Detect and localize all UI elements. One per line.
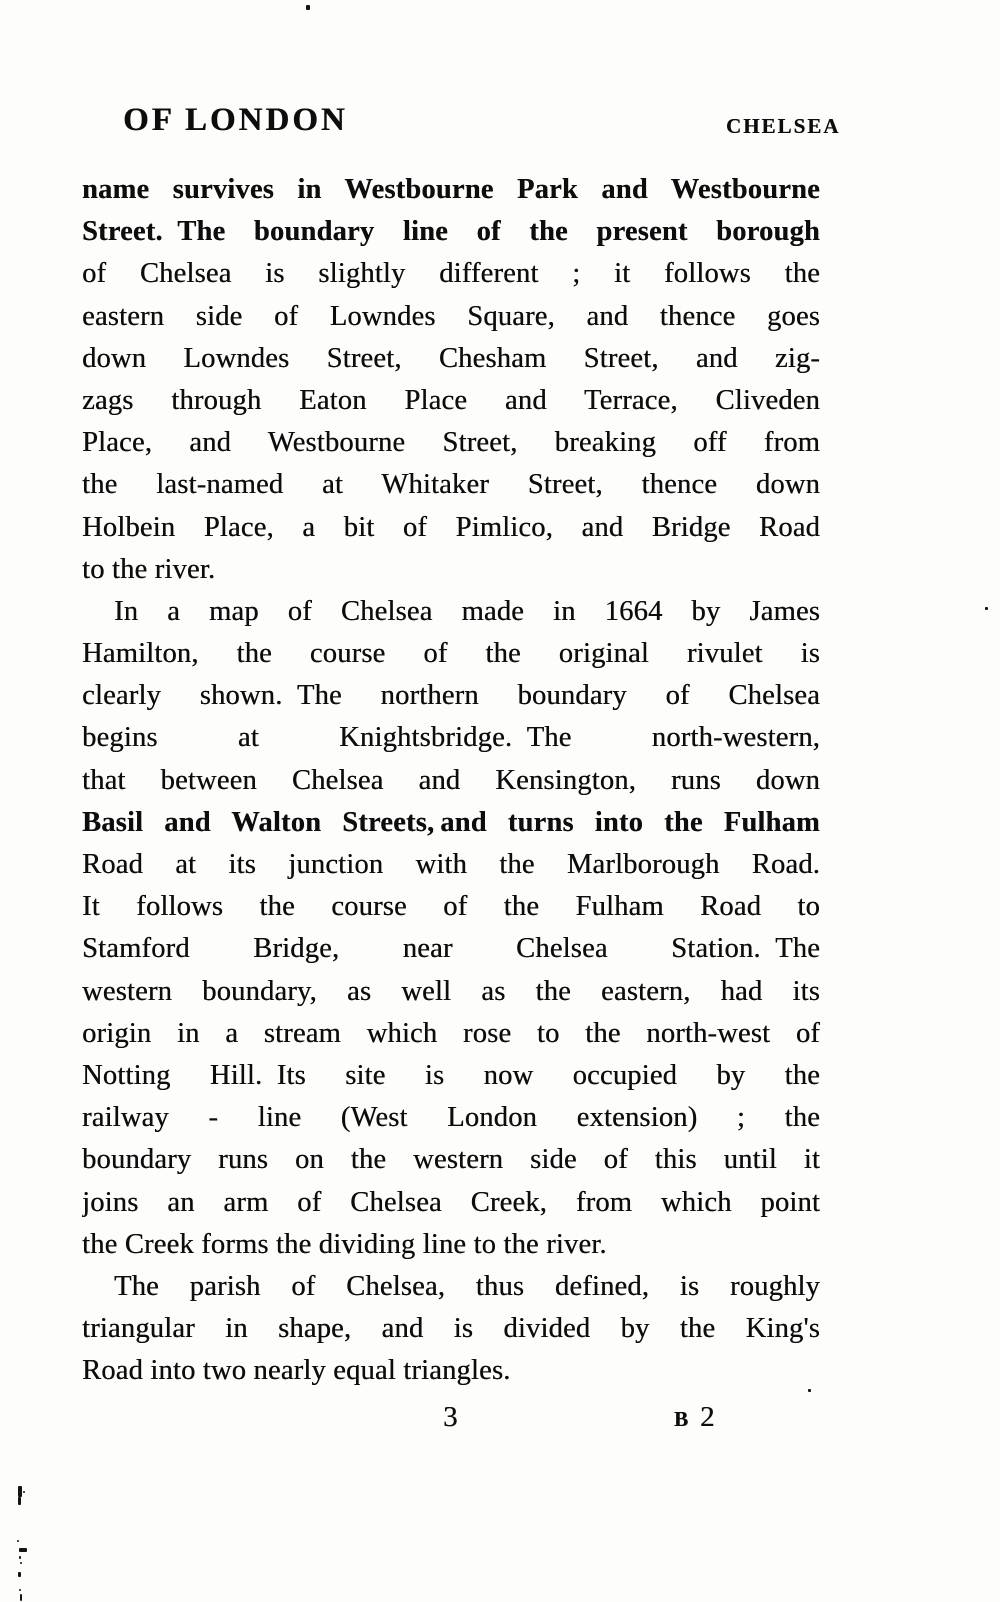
- ink-speck: [17, 1540, 19, 1542]
- paragraph: [82, 591, 820, 1266]
- text-line: to the river.: [82, 553, 216, 585]
- ink-speck: [19, 1548, 27, 1552]
- text-line: Stamford Bridge, near Chelsea Station. The: [82, 933, 820, 965]
- ink-speck: [19, 1556, 21, 1559]
- text-line: Place, and Westbourne Street, breaking off from: [82, 427, 820, 459]
- signature-number: 2: [700, 1401, 715, 1433]
- text-line: eastern side of Lowndes Square, and thence goes: [82, 300, 820, 332]
- text-line: boundary runs on the western side of this until it: [82, 1144, 820, 1176]
- ink-speck: [18, 1497, 21, 1505]
- text-line: It follows the course of the Fulham Road to: [82, 891, 820, 923]
- page-body-text: [82, 169, 820, 1392]
- ink-speck: [985, 607, 988, 610]
- ink-speck: [19, 1589, 21, 1591]
- text-line: Street. The boundary line of the present borough: [82, 216, 820, 248]
- text-line: Holbein Place, a bit of Pimlico, and Bridge Road: [82, 511, 820, 543]
- text-line: The parish of Chelsea, thus defined, is roughly: [114, 1270, 820, 1302]
- text-line: western boundary, as well as the eastern, had its: [82, 975, 820, 1007]
- text-line: railway - line (West London extension) ; the: [82, 1102, 820, 1134]
- text-line: down Lowndes Street, Chesham Street, and zig-: [82, 342, 820, 374]
- running-header-title: OF LONDON: [123, 102, 348, 138]
- text-line: Notting Hill. Its site is now occupied by the: [82, 1059, 820, 1091]
- text-line: clearly shown. The northern boundary of Chelsea: [82, 680, 820, 712]
- text-line: Road at its junction with the Marlborough Road.: [82, 849, 820, 880]
- text-line: origin in a stream which rose to the north-west of: [82, 1017, 820, 1049]
- text-line: zags through Eaton Place and Terrace, Cliveden: [82, 384, 820, 416]
- ink-speck: [306, 5, 310, 10]
- text-line: the last-named at Whitaker Street, thence down: [82, 469, 820, 501]
- text-line: name survives in Westbourne Park and Westbourne: [82, 174, 820, 205]
- text-line: joins an arm of Chelsea Creek, from which point: [82, 1186, 820, 1218]
- page-number: 3: [443, 1401, 458, 1433]
- text-line: of Chelsea is slightly different ; it follows the: [82, 258, 820, 290]
- text-line: Hamilton, the course of the original rivulet is: [82, 638, 820, 670]
- printer-signature-mark: [674, 1401, 715, 1434]
- running-header-chapter: CHELSEA: [726, 114, 841, 138]
- paragraph: [82, 1266, 820, 1393]
- ink-speck: [18, 1486, 22, 1497]
- text-line: the Creek forms the dividing line to the river.: [82, 1228, 607, 1260]
- text-line: that between Chelsea and Kensington, runs down: [82, 764, 820, 796]
- text-line: Road into two nearly equal triangles.: [82, 1355, 511, 1387]
- ink-speck: [23, 1491, 25, 1493]
- paragraph: [82, 169, 820, 591]
- ink-speck: [808, 1389, 811, 1392]
- ink-speck: [20, 1594, 22, 1601]
- ink-speck: [18, 1572, 21, 1577]
- text-line: In a map of Chelsea made in 1664 by James: [114, 595, 820, 627]
- ink-speck: [20, 1562, 22, 1564]
- text-line: triangular in shape, and is divided by the King's: [82, 1313, 820, 1345]
- text-line: begins at Knightsbridge. The north-western,: [82, 722, 820, 754]
- signature-letter: B: [674, 1407, 689, 1431]
- text-line: Basil and Walton Streets, and turns into the Fulham: [82, 806, 820, 838]
